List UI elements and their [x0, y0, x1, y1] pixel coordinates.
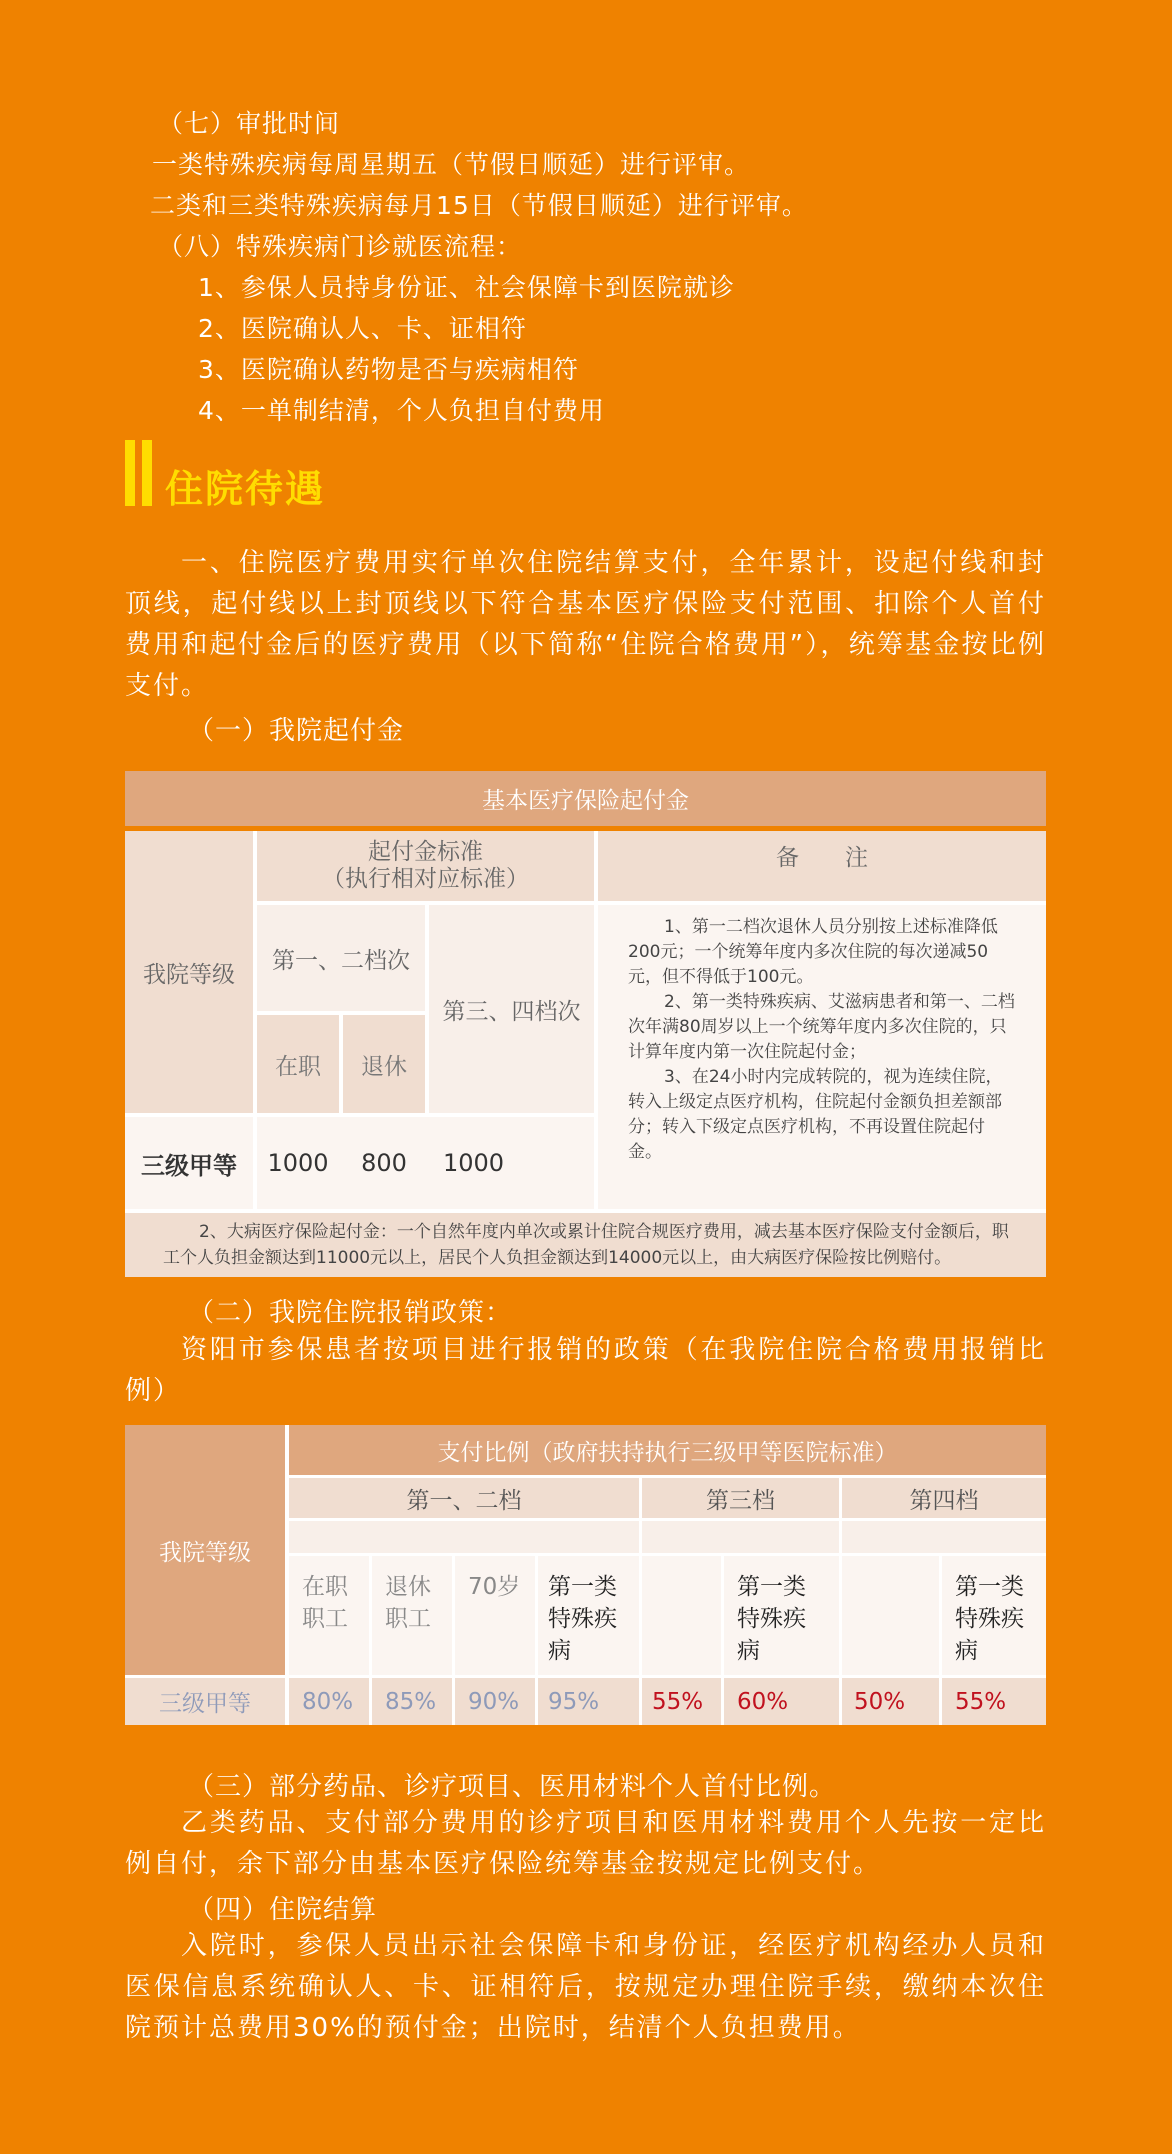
t2-value-tier4: 50%	[842, 1678, 939, 1725]
t2-col-employed: 在职 职工	[289, 1556, 369, 1675]
retired-header: 退休	[343, 1015, 425, 1113]
outpatient-step-4: 4、一单制结清，个人负担自付费用	[198, 396, 605, 425]
t2-value-employed: 80%	[289, 1678, 369, 1725]
t2-row-level: 三级甲等	[125, 1678, 285, 1725]
deductible-table	[125, 771, 1046, 1277]
t2-value-retired: 85%	[372, 1678, 452, 1725]
t2-col-70: 70岁	[455, 1556, 535, 1675]
remarks-notes	[598, 905, 1046, 1209]
outpatient-step-2: 2、医院确认人、卡、证相符	[198, 314, 527, 343]
t2-value-70: 90%	[455, 1678, 535, 1725]
major-illness-footer: 2、大病医疗保险起付金：一个自然年度内单次或累计住院合规医疗费用，减去基本医疗保险支付金额后，职工个人负担金额达到11000元以上，居民个人负担金额达到14000元以上，由大病医疗保险按比例赔付。	[125, 1213, 1046, 1277]
note-2: 2、第一类特殊疾病、艾滋病患者和第一、二档次年满80周岁以上一个统筹年度内多次住院的，只计算年度内第一次住院起付金；	[628, 992, 1015, 1062]
outpatient-step-3: 3、医院确认药物是否与疾病相符	[198, 355, 579, 384]
t2-tier3: 第三档	[642, 1478, 839, 1518]
standard-header: 起付金标准 （执行相对应标准）	[257, 831, 594, 901]
tier12-header: 第一、二档次	[257, 905, 425, 1011]
t2-tier12: 第一、二档	[289, 1478, 639, 1518]
deductible-table-title: 基本医疗保险起付金	[125, 771, 1046, 826]
t2-col-special-3: 第一类 特殊疾 病	[724, 1556, 839, 1675]
row-employed: 1000	[257, 1117, 339, 1209]
row-retired: 800	[339, 1117, 429, 1209]
approval-line-2: 二类和三类特殊疾病每月15日（节假日顺延）进行评审。	[150, 191, 808, 220]
t2-col-retired: 退休 职工	[372, 1556, 452, 1675]
approval-line-1: 一类特殊疾病每周星期五（节假日顺延）进行评审。	[152, 150, 751, 179]
row-spacer	[553, 1117, 594, 1209]
t2-header: 支付比例（政府扶持执行三级甲等医院标准）	[289, 1425, 1046, 1475]
remarks-header: 备 注	[598, 831, 1046, 901]
deductible-subtitle: （一）我院起付金	[188, 716, 405, 746]
settlement-paragraph: 入院时，参保人员出示社会保障卡和身份证，经医疗机构经办人员和医保信息系统确认人、卡、证相符后，按规定办理住院手续，缴纳本次住院预计总费用30%的预付金；出院时，结清个人负担费用。	[125, 1931, 1046, 2043]
t2-col-special-1: 第一类 特殊疾 病	[538, 1556, 639, 1675]
outpatient-title: （八）特殊疾病门诊就医流程：	[158, 232, 523, 261]
copay-paragraph: 乙类药品、支付部分费用的诊疗项目和医用材料费用个人先按一定比例自付，余下部分由基本医疗保险统筹基金按规定比例支付。	[125, 1808, 1046, 1879]
t2-value-special-4: 55%	[942, 1678, 1046, 1725]
payment-ratio-table	[125, 1425, 1046, 1725]
policy-title: （二）我院住院报销政策：	[188, 1298, 513, 1328]
t2-value-tier3: 55%	[642, 1678, 721, 1725]
policy-paragraph: 资阳市参保患者按项目进行报销的政策（在我院住院合格费用报销比例）	[125, 1335, 1046, 1406]
approval-title: （七）审批时间	[158, 109, 341, 138]
note-3: 3、在24小时内完成转院的，视为连续住院，转入上级定点医疗机构，住院起付金额负担差额部分；转入下级定点医疗机构，不再设置住院起付金。	[628, 1067, 1003, 1162]
t2-col-tier3-blank	[642, 1556, 721, 1675]
section-title: 住院待遇	[165, 467, 326, 511]
t2-level-header: 我院等级	[125, 1425, 285, 1675]
t2-tier4: 第四档	[842, 1478, 1046, 1518]
t2-value-special-3: 60%	[724, 1678, 839, 1725]
copay-title: （三）部分药品、诊疗项目、医用材料个人首付比例。	[188, 1772, 837, 1802]
tier34-header: 第三、四档次	[429, 905, 594, 1113]
row-level: 三级甲等	[125, 1117, 253, 1209]
employed-header: 在职	[257, 1015, 339, 1113]
t2-value-special-1: 95%	[538, 1678, 639, 1725]
t2-col-special-4: 第一类 特殊疾 病	[942, 1556, 1046, 1675]
t2-spacer-2	[642, 1521, 839, 1553]
settlement-title: （四）住院结算	[188, 1895, 378, 1925]
outpatient-step-1: 1、参保人员持身份证、社会保障卡到医院就诊	[198, 273, 735, 302]
t2-col-tier4-blank	[842, 1556, 939, 1675]
note-1: 1、第一二档次退休人员分别按上述标准降低200元；一个统筹年度内多次住院的每次递减50元，但不得低于100元。	[628, 917, 998, 987]
row-tier34: 1000	[429, 1117, 553, 1209]
intro-paragraph: 一、住院医疗费用实行单次住院结算支付，全年累计，设起付线和封顶线，起付线以上封顶线以下符合基本医疗保险支付范围、扣除个人首付费用和起付金后的医疗费用（以下简称“住院合格费用”），统筹基金按比例支付。	[125, 548, 1046, 701]
level-header: 我院等级	[125, 831, 253, 1113]
t2-spacer-3	[842, 1521, 1046, 1553]
t2-spacer-1	[289, 1521, 639, 1553]
